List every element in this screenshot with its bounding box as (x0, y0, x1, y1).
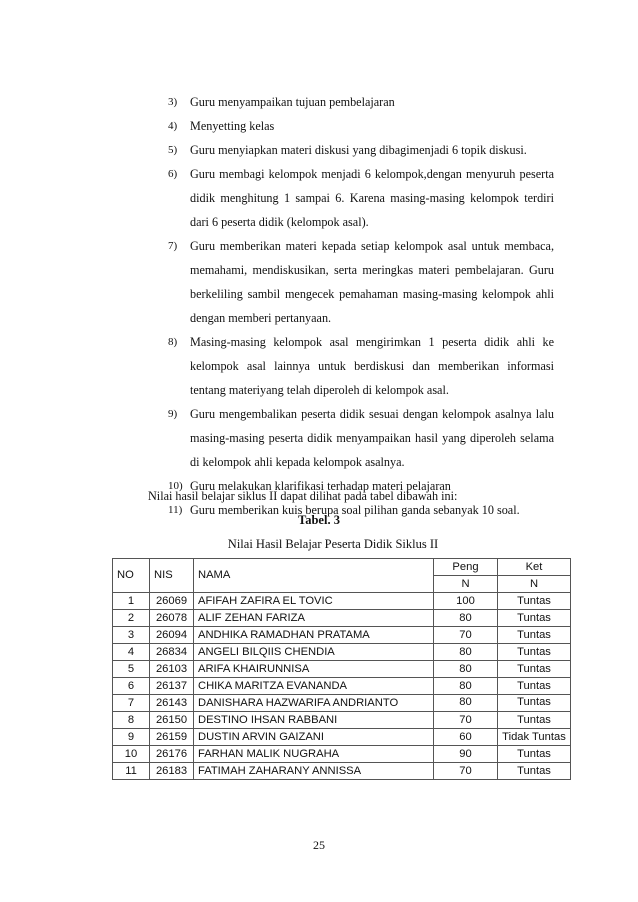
cell-nis: 26143 (150, 695, 194, 712)
cell-nilai: 70 (434, 712, 498, 729)
cell-no: 8 (113, 712, 150, 729)
cell-no: 2 (113, 610, 150, 627)
cell-ket: Tuntas (498, 695, 571, 712)
cell-nilai: 70 (434, 763, 498, 780)
step-text: Guru memberikan kuis berupa soal pilihan ganda sebanyak 10 soal. (190, 503, 520, 517)
cell-nis: 26103 (150, 661, 194, 678)
cell-nama: DESTINO IHSAN RABBANI (194, 712, 434, 729)
step-item (168, 90, 554, 114)
cell-nama: CHIKA MARITZA EVANANDA (194, 678, 434, 695)
cell-nama: ARIFA KHAIRUNNISA (194, 661, 434, 678)
cell-nis: 26150 (150, 712, 194, 729)
step-text: Guru menyiapkan materi diskusi yang dibagimenjadi 6 topik diskusi. (190, 143, 527, 157)
cell-ket: Tuntas (498, 712, 571, 729)
cell-ket: Tuntas (498, 763, 571, 780)
cell-nis: 26834 (150, 644, 194, 661)
table-row (113, 661, 571, 678)
step-number: 9) (168, 408, 178, 420)
cell-no: 1 (113, 593, 150, 610)
cell-no: 7 (113, 695, 150, 712)
step-item (168, 330, 554, 402)
step-item (168, 234, 554, 330)
cell-no: 10 (113, 746, 150, 763)
table-row (113, 593, 571, 610)
cell-no: 11 (113, 763, 150, 780)
table-row (113, 610, 571, 627)
cell-no: 4 (113, 644, 150, 661)
cell-nilai: 60 (434, 729, 498, 746)
cell-nis: 26137 (150, 678, 194, 695)
header-nis: NIS (150, 559, 194, 593)
step-text: Guru membagi kelompok menjadi 6 kelompok,dengan menyuruh peserta didik menghitung 1 sampai 6. Karena masing-masing kelompok terdiri dari 6 peserta didik (kelompok asal). (190, 167, 554, 229)
step-number: 5) (168, 144, 178, 156)
step-text: Masing-masing kelompok asal mengirimkan 1 peserta didik ahli ke kelompok asal lainnya untuk berdiskusi dan memberikan informasi tentang materiyang telah diperoleh di kelompok asal. (190, 335, 554, 397)
cell-no: 6 (113, 678, 150, 695)
table-row (113, 644, 571, 661)
table-row (113, 763, 571, 780)
header-peng: Peng (434, 559, 498, 576)
table-caption: Nilai Hasil Belajar Peserta Didik Siklus II (227, 537, 439, 551)
table-row (113, 746, 571, 763)
step-number: 10) (168, 480, 183, 492)
cell-nilai: 70 (434, 627, 498, 644)
step-text: Guru mengembalikan peserta didik sesuai dengan kelompok asalnya lalu masing-masing peserta didik menyampaikan hasil yang diperoleh selama di kelompok ahli kepada kelompok asalnya. (190, 407, 554, 469)
cell-nilai: 80 (434, 644, 498, 661)
cell-ket: Tidak Tuntas (498, 729, 571, 746)
cell-nis: 26069 (150, 593, 194, 610)
cell-nilai: 90 (434, 746, 498, 763)
header-no: NO (113, 559, 150, 593)
cell-no: 9 (113, 729, 150, 746)
step-text: Guru melakukan klarifikasi terhadap materi pelajaran (190, 479, 451, 493)
step-text: Menyetting kelas (190, 119, 275, 133)
results-table (112, 558, 571, 780)
table-row (113, 627, 571, 644)
cell-nilai: 80 (434, 678, 498, 695)
cell-nis: 26094 (150, 627, 194, 644)
step-text: Guru memberikan materi kepada setiap kelompok asal untuk membaca, memahami, mendiskusikan, serta meringkas materi pembelajaran. Guru berkeliling sambil mengecek pemahaman masing-masing kelompok ahli dengan memberi pertanyaan. (190, 239, 554, 325)
cell-nis: 26078 (150, 610, 194, 627)
cell-nis: 26176 (150, 746, 194, 763)
cell-ket: Tuntas (498, 610, 571, 627)
cell-nama: ANDHIKA RAMADHAN PRATAMA (194, 627, 434, 644)
cell-nilai: 80 (434, 661, 498, 678)
cell-nama: ANGELI BILQIIS CHENDIA (194, 644, 434, 661)
cell-nama: DUSTIN ARVIN GAIZANI (194, 729, 434, 746)
page-number: 25 (313, 838, 325, 852)
cell-nama: ALIF ZEHAN FARIZA (194, 610, 434, 627)
step-item (168, 114, 554, 138)
cell-ket: Tuntas (498, 593, 571, 610)
cell-ket: Tuntas (498, 678, 571, 695)
step-number: 6) (168, 168, 178, 180)
table-row (113, 678, 571, 695)
cell-nis: 26183 (150, 763, 194, 780)
table-row (113, 695, 571, 712)
cell-no: 3 (113, 627, 150, 644)
table-header-row (113, 559, 571, 576)
cell-nis: 26159 (150, 729, 194, 746)
table-row (113, 712, 571, 729)
step-item (168, 402, 554, 474)
procedure-steps-list (168, 90, 554, 522)
table-title: Tabel. 3 (298, 513, 340, 527)
step-item (168, 138, 554, 162)
cell-nama: AFIFAH ZAFIRA EL TOVIC (194, 593, 434, 610)
step-number: 8) (168, 336, 178, 348)
cell-nama: DANISHARA HAZWARIFA ANDRIANTO (194, 695, 434, 712)
intro-paragraph: Nilai hasil belajar siklus II dapat dilihat pada tabel dibawah ini: (148, 489, 458, 503)
step-number: 11) (168, 504, 183, 516)
step-number: 7) (168, 240, 178, 252)
step-item (168, 162, 554, 234)
header-peng-sub: N (434, 576, 498, 593)
step-text: Guru menyampaikan tujuan pembelajaran (190, 95, 395, 109)
table-row (113, 729, 571, 746)
step-number: 3) (168, 96, 178, 108)
cell-nama: FARHAN MALIK NUGRAHA (194, 746, 434, 763)
header-ket: Ket (498, 559, 571, 576)
cell-ket: Tuntas (498, 746, 571, 763)
header-ket-sub: N (498, 576, 571, 593)
header-nama: NAMA (194, 559, 434, 593)
cell-nilai: 80 (434, 695, 498, 712)
step-number: 4) (168, 120, 178, 132)
cell-ket: Tuntas (498, 627, 571, 644)
cell-no: 5 (113, 661, 150, 678)
cell-nilai: 100 (434, 593, 498, 610)
cell-ket: Tuntas (498, 661, 571, 678)
cell-nama: FATIMAH ZAHARANY ANNISSA (194, 763, 434, 780)
cell-ket: Tuntas (498, 644, 571, 661)
cell-nilai: 80 (434, 610, 498, 627)
